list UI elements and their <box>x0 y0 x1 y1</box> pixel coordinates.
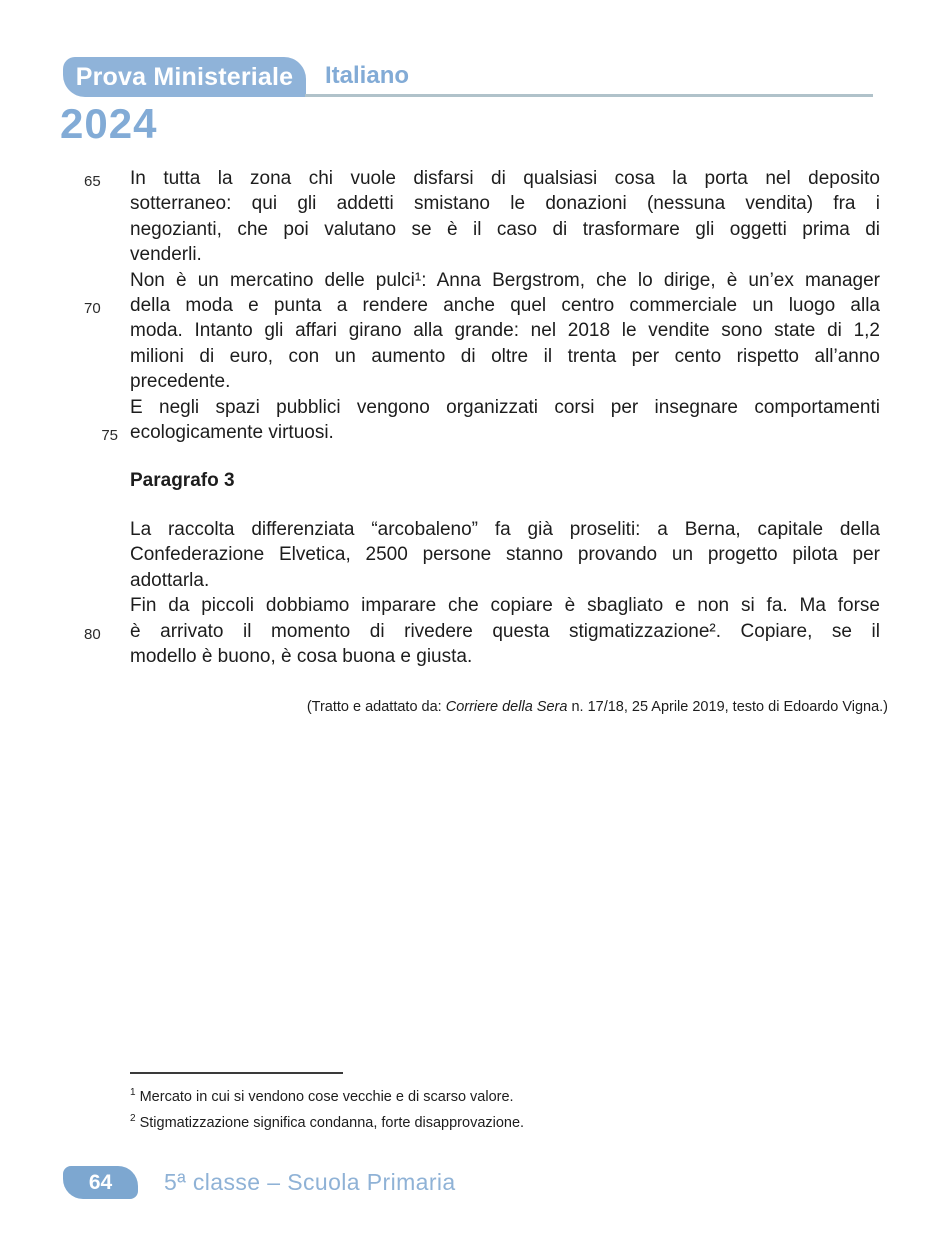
footnote-marker: 2 <box>130 1112 136 1124</box>
line-text: Fin da piccoli dobbiamo imparare che copiare è sbagliato e non si fa. Ma forse <box>130 595 880 617</box>
line-text: moda. Intanto gli affari girano alla grande: nel 2018 le vendite sono state di 1,2 <box>130 320 880 342</box>
text-line <box>130 542 880 567</box>
line-text: milioni di euro, con un aumento di oltre il trenta per cento rispetto all’anno <box>130 345 880 367</box>
text-line <box>130 242 880 267</box>
footer-label: 5ª classe – Scuola Primaria <box>164 1169 456 1195</box>
footnote <box>130 1108 770 1134</box>
line-number: 65 <box>84 173 101 190</box>
header-subject: Italiano <box>325 62 410 89</box>
text-line <box>130 318 880 343</box>
line-number: 70 <box>84 300 101 318</box>
footnote-text: Mercato in cui si vendono cose vecchie e di scarso valore. <box>139 1088 514 1105</box>
header-badge: Prova Ministeriale <box>63 57 306 97</box>
footnote-text: Stigmatizzazione significa condanna, forte disapprovazione. <box>139 1114 525 1131</box>
text-line <box>130 568 880 593</box>
text-line <box>84 166 880 191</box>
text-line <box>130 593 880 618</box>
line-number: 80 <box>84 625 101 643</box>
text-line <box>130 344 880 369</box>
line-text: E negli spazi pubblici vengono organizzati corsi per insegnare comportamenti <box>130 396 880 418</box>
page-number-badge: 64 <box>63 1166 138 1199</box>
line-text: venderli. <box>130 244 202 266</box>
attribution-source: Corriere della Sera <box>445 699 568 715</box>
year-label: 2024 <box>60 100 158 147</box>
text-line <box>130 191 880 216</box>
line-text: ecologicamente virtuosi. <box>130 422 334 444</box>
text-line <box>130 217 880 242</box>
line-number: 75 <box>101 427 118 445</box>
paragraph-heading: Paragrafo 3 <box>130 470 235 492</box>
line-text: sotterraneo: qui gli addetti smistano le donazioni (nessuna vendita) fra i <box>130 193 880 215</box>
footnotes <box>130 1072 770 1134</box>
attribution-prefix: (Tratto e adattato da: <box>306 699 446 715</box>
text-line <box>130 517 880 542</box>
footnote-marker: 1 <box>130 1087 136 1098</box>
text-line <box>101 420 880 445</box>
line-text: modello è buono, è cosa buona e giusta. <box>130 645 473 667</box>
line-text: della moda e punta a rendere anche quel centro commerciale un luogo alla <box>130 295 880 317</box>
footnote <box>130 1082 770 1108</box>
text-line <box>130 268 880 293</box>
footnote-separator <box>130 1072 343 1074</box>
line-text: Confederazione Elvetica, 2500 persone stanno provando un progetto pilota per <box>130 544 880 566</box>
text-body <box>84 166 880 669</box>
line-text: precedente. <box>130 371 231 393</box>
attribution <box>130 699 888 715</box>
line-text: è arrivato il momento di rivedere questa stigmatizzazione². Copiare, se il <box>130 620 880 642</box>
text-line <box>84 293 880 318</box>
line-text: adottarla. <box>130 569 210 591</box>
text-line <box>130 644 880 669</box>
text-line <box>130 369 880 394</box>
line-text: In tutta la zona chi vuole disfarsi di qualsiasi cosa la porta nel deposito <box>130 168 880 189</box>
line-text: negozianti, che poi valutano se è il caso di trasformare gli oggetti prima di <box>130 218 880 240</box>
line-text: La raccolta differenziata “arcobaleno” fa già proseliti: a Berna, capitale della <box>130 518 880 540</box>
header-rule <box>305 94 873 97</box>
line-text: Non è un mercatino delle pulci¹: Anna Bergstrom, che lo dirige, è un’ex manager <box>130 269 880 291</box>
text-line <box>130 395 880 420</box>
attribution-suffix: n. 17/18, 25 Aprile 2019, testo di Edoardo Vigna.) <box>567 699 888 715</box>
text-line <box>84 619 880 644</box>
